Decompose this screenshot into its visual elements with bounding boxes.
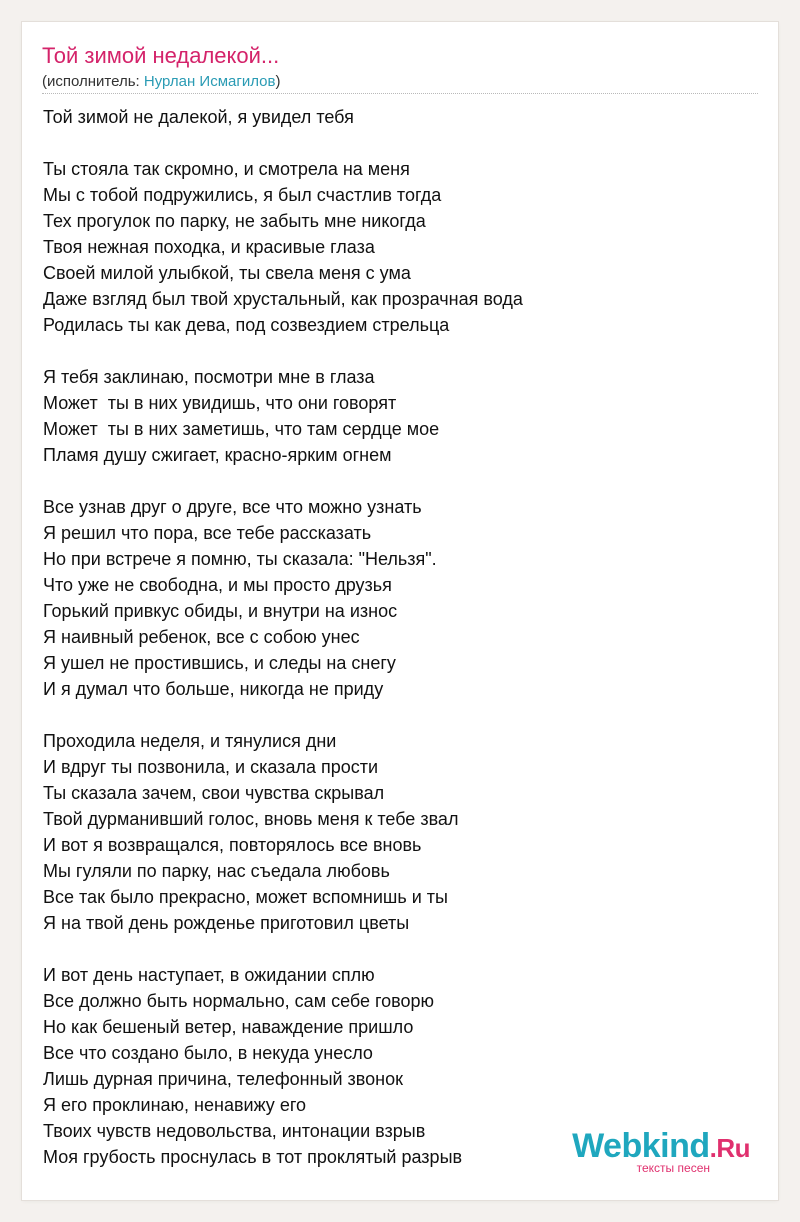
lyrics-line: Своей милой улыбкой, ты свела меня с ума: [43, 263, 411, 283]
lyrics-line: Все так было прекрасно, может вспомнишь и ты: [43, 887, 448, 907]
lyrics-line: Твоя нежная походка, и красивые глаза: [43, 237, 375, 257]
lyrics-line: Я наивный ребенок, все с собою унес: [43, 627, 360, 647]
lyrics-stanza: [43, 364, 763, 468]
lyrics-line: Мы гуляли по парку, нас съедала любовь: [43, 861, 390, 881]
lyrics-line: Лишь дурная причина, телефонный звонок: [43, 1069, 404, 1089]
lyrics-line: Твой дурманивший голос, вновь меня к тебе звал: [43, 809, 459, 829]
lyrics-line: Горький привкус обиды, и внутри на износ: [43, 601, 398, 621]
lyrics-body: [43, 104, 763, 1196]
lyrics-line: Но при встрече я помню, ты сказала: "Нельзя".: [43, 549, 437, 569]
lyrics-line: Мы с тобой подружились, я был счастлив тогда: [43, 185, 442, 205]
lyrics-line: Твоих чувств недовольства, интонации взрыв: [43, 1121, 426, 1141]
lyrics-line: Пламя душу сжигает, красно-ярким огнем: [43, 445, 392, 465]
artist-link[interactable]: Нурлан Исмагилов: [143, 73, 276, 90]
logo-tld: .Ru: [709, 1133, 750, 1163]
lyrics-stanza: [43, 104, 763, 130]
lyrics-line: Моя грубость проснулась в тот проклятый разрыв: [43, 1147, 463, 1167]
logo-tagline: тексты песен: [636, 1161, 710, 1175]
lyrics-line: И вот день наступает, в ожидании сплю: [43, 965, 375, 985]
lyrics-line: Ты стояла так скромно, и смотрела на меня: [43, 159, 410, 179]
logo-name: Webkind: [572, 1127, 710, 1165]
lyrics-line: Тех прогулок по парку, не забыть мне никогда: [43, 211, 426, 231]
lyrics-line: Я на твой день рожденье приготовил цветы: [43, 913, 410, 933]
lyrics-line: И вот я возвращался, повторялось все вновь: [43, 835, 422, 855]
lyrics-line: И я думал что больше, никогда не приду: [43, 679, 384, 699]
lyrics-line: Той зимой не далекой, я увидел тебя: [43, 107, 354, 127]
artist-prefix: (исполнитель:: [42, 73, 144, 90]
lyrics-line: Я тебя заклинаю, посмотри мне в глаза: [43, 367, 375, 387]
lyrics-line: Что уже не свободна, и мы просто друзья: [43, 575, 392, 595]
lyrics-stanza: [43, 156, 763, 338]
lyrics-line: Все что создано было, в некуда унесло: [43, 1043, 373, 1063]
lyrics-line: Все должно быть нормально, сам себе говорю: [43, 991, 435, 1011]
lyrics-line: Я ушел не простившись, и следы на снегу: [43, 653, 396, 673]
lyrics-line: Даже взгляд был твой хрустальный, как прозрачная вода: [43, 289, 523, 309]
lyrics-line: Может ты в них заметишь, что там сердце мое: [43, 419, 440, 439]
lyrics-line: Я его проклинаю, ненавижу его: [43, 1095, 307, 1115]
lyrics-line: Может ты в них увидишь, что они говорят: [43, 393, 397, 413]
lyrics-line: Родилась ты как дева, под созвездием стрельца: [43, 315, 450, 335]
song-title: Той зимой недалекой...: [42, 43, 280, 68]
lyrics-line: Но как бешеный ветер, наваждение пришло: [43, 1017, 414, 1037]
lyrics-line: Я решил что пора, все тебе рассказать: [43, 523, 372, 543]
lyrics-stanza: [43, 728, 763, 936]
artist-suffix: ): [275, 73, 281, 90]
lyrics-line: Проходила неделя, и тянулися дни: [43, 731, 337, 751]
lyrics-line: Ты сказала зачем, свои чувства скрывал: [43, 783, 385, 803]
lyrics-card: [22, 22, 778, 1200]
lyrics-line: И вдруг ты позвонила, и сказала прости: [43, 757, 379, 777]
artist-line: [42, 72, 280, 92]
dotted-divider: [42, 93, 758, 94]
lyrics-stanza: [43, 494, 763, 702]
site-logo[interactable]: [572, 1128, 750, 1174]
lyrics-line: Все узнав друг о друге, все что можно узнать: [43, 497, 422, 517]
